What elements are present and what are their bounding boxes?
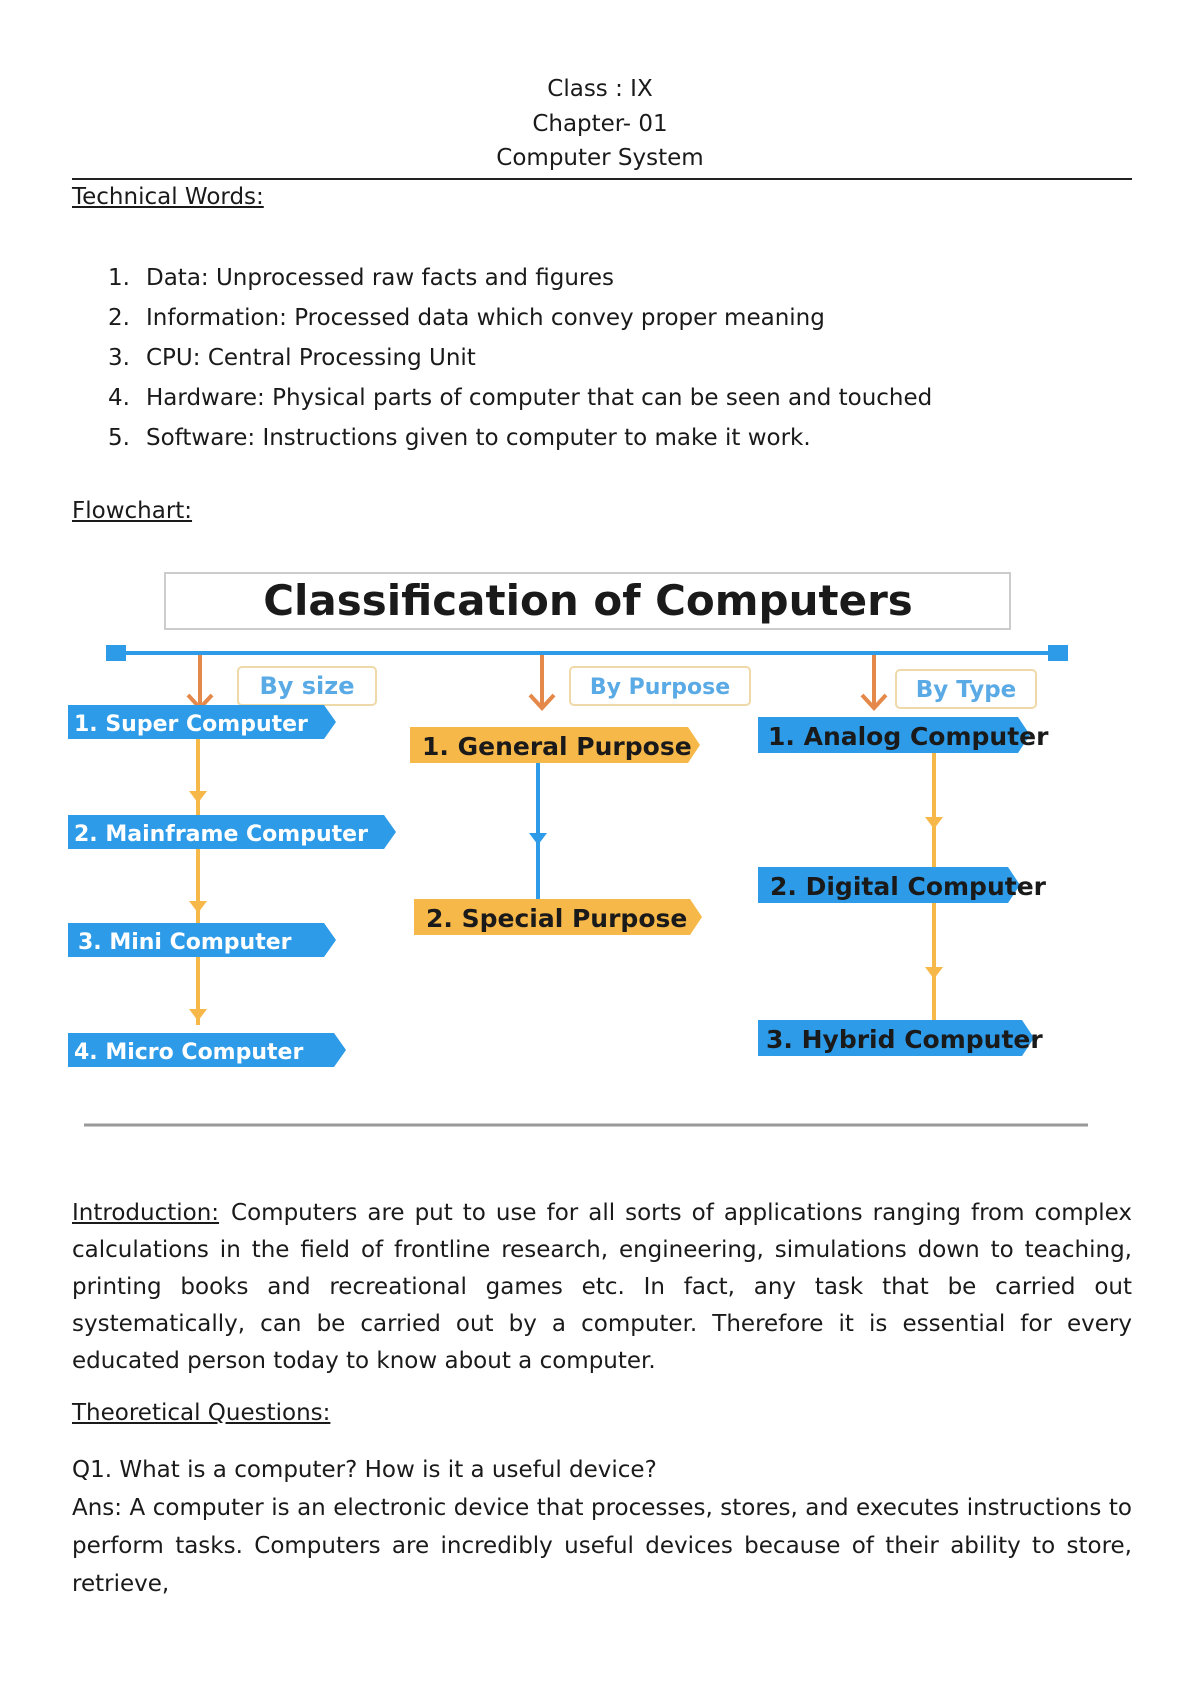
answer-1: Ans: A computer is an electronic device that processes, stores, and executes instructions to perform tasks. Computers are incredibly useful devices because of their ability to store, retrieve, (72, 1495, 1132, 1597)
flowchart-title: Classification of Computers (263, 576, 913, 625)
connector-end-right (1048, 645, 1068, 661)
class-line: Class : IX (547, 76, 653, 102)
list-item: 5. Software: Instructions given to computer to make it work. (108, 425, 811, 451)
size-node-super-label: 1. Super Computer (74, 712, 308, 737)
chapter-line: Chapter- 01 (532, 111, 668, 137)
size-column-connectors (189, 735, 207, 1025)
technical-words-heading: Technical Words: (72, 184, 264, 210)
purpose-node-special-label: 2. Special Purpose (426, 904, 688, 933)
size-node-mainframe-label: 2. Mainframe Computer (74, 822, 368, 847)
category-label-type: By Type (915, 677, 1017, 703)
list-item: 3. CPU: Central Processing Unit (108, 345, 476, 371)
type-node-analog-label: 1. Analog Computer (768, 722, 1049, 751)
theoretical-questions-heading: Theoretical Questions: (72, 1400, 331, 1426)
flowchart-heading: Flowchart: (72, 498, 193, 524)
introduction-label: Introduction: (72, 1200, 220, 1226)
technical-words-list (72, 258, 1132, 458)
connector-end-left (106, 645, 126, 661)
classification-flowchart (68, 565, 1104, 1130)
list-item: 2. Information: Processed data which convey proper meaning (108, 305, 825, 331)
purpose-column-connector (529, 763, 547, 899)
introduction-text: Computers are put to use for all sorts of applications ranging from complex calculations in the field of frontline research, engineering, simulations down to teaching, printing books and recreational games etc. In fact, any task that be carried out systematically, can be carried out by a computer. Therefore it is essential for every educated person today to know about a computer. (72, 1200, 1132, 1374)
question-1: Q1. What is a computer? How is it a useful device? (72, 1457, 657, 1483)
list-item: 4. Hardware: Physical parts of computer that can be seen and touched (108, 385, 933, 411)
category-label-purpose: By Purpose (589, 675, 731, 700)
category-label-size: By size (259, 672, 355, 700)
size-node-mini-label: 3. Mini Computer (78, 930, 292, 955)
purpose-node-general-label: 1. General Purpose (422, 732, 692, 761)
type-node-hybrid-label: 3. Hybrid Computer (766, 1025, 1043, 1054)
subject-line: Computer System (496, 145, 704, 171)
header-divider (72, 178, 1132, 180)
size-node-micro-label: 4. Micro Computer (74, 1040, 304, 1065)
introduction-paragraph (72, 1195, 1132, 1380)
list-item: 1. Data: Unprocessed raw facts and figures (108, 265, 614, 291)
type-node-digital-label: 2. Digital Computer (770, 872, 1046, 901)
